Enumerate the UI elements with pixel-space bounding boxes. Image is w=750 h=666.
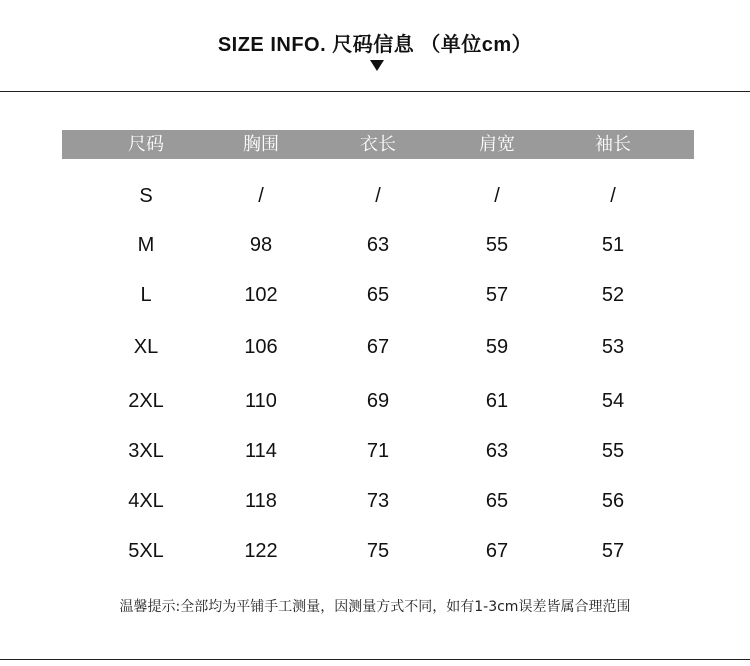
cell-chest: / [258,185,264,207]
cell-length: 69 [366,390,390,412]
page-title: SIZE INFO. 尺码信息 （单位cm） [217,34,533,56]
cell-chest: 122 [244,540,278,562]
cell-sleeve: 56 [601,490,625,512]
table-header-row [62,130,694,159]
bottom-divider [0,659,750,660]
cell-shoulder: 67 [485,540,509,562]
cell-sleeve: 51 [601,234,625,256]
table-row [62,280,694,310]
cell-chest: 102 [244,284,278,306]
cell-length: 73 [366,490,390,512]
cell-length: 75 [366,540,390,562]
cell-size: 2XL [128,390,164,412]
table-row [62,181,694,211]
cell-sleeve: 53 [601,336,625,358]
cell-size: M [137,234,155,256]
header-sleeve: 袖长 [595,134,631,155]
cell-size: 3XL [128,440,164,462]
cell-sleeve: 55 [601,440,625,462]
cell-shoulder: / [494,185,500,207]
cell-size: 5XL [128,540,164,562]
top-divider [0,91,750,92]
cell-shoulder: 63 [485,440,509,462]
cell-length: / [375,185,381,207]
header-size: 尺码 [128,134,164,155]
measurement-note: 温馨提示:全部均为平铺手工测量，因测量方式不同，如有1-3cm误差皆属合理范围 [119,599,631,615]
header-chest: 胸围 [243,134,279,155]
cell-chest: 98 [249,234,273,256]
cell-sleeve: 54 [601,390,625,412]
header-length: 衣长 [360,134,396,155]
header-shoulder: 肩宽 [479,134,515,155]
table-row [62,386,694,416]
size-table [62,130,694,562]
cell-length: 67 [366,336,390,358]
table-row [62,436,694,466]
cell-shoulder: 55 [485,234,509,256]
cell-shoulder: 57 [485,284,509,306]
cell-chest: 114 [245,440,277,462]
down-arrow-icon [370,60,384,71]
cell-chest: 118 [245,490,277,512]
cell-length: 63 [366,234,390,256]
cell-size: S [139,185,153,207]
table-row [62,332,694,362]
cell-shoulder: 59 [485,336,509,358]
cell-sleeve: / [610,185,616,207]
cell-chest: 106 [244,336,278,358]
cell-chest: 110 [245,390,277,412]
cell-shoulder: 65 [485,490,509,512]
cell-size: XL [133,336,159,358]
table-row [62,486,694,516]
cell-sleeve: 57 [601,540,625,562]
table-row [62,536,694,566]
cell-size: 4XL [128,490,164,512]
cell-length: 71 [366,440,390,462]
table-row [62,230,694,260]
cell-sleeve: 52 [601,284,625,306]
cell-shoulder: 61 [485,390,509,412]
cell-size: L [140,284,152,306]
cell-length: 65 [366,284,390,306]
